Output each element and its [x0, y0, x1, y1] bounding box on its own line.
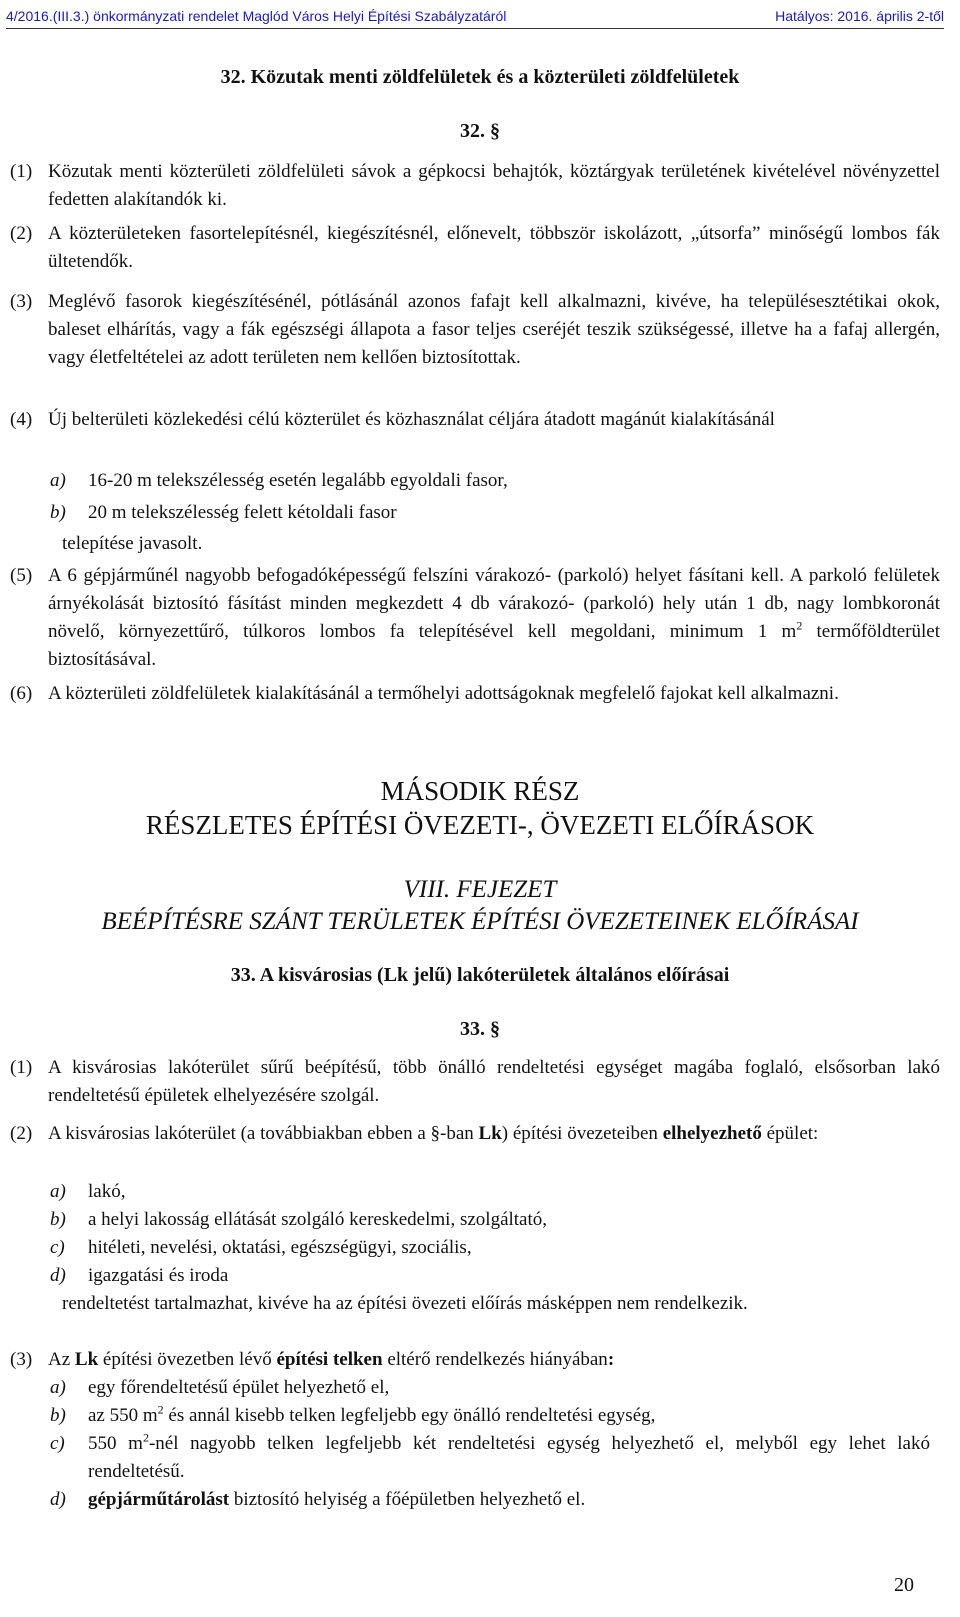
section-33-title: 33. A kisvárosias (Lk jelű) lakóterületek általános előírásai: [230, 964, 730, 986]
paragraph-32-2: [10, 220, 940, 276]
list-continuation: rendeltetést tartalmazhat, kivéve ha az építési övezeti előírás másképpen nem rendelkezik.: [62, 1293, 748, 1314]
list-item-b: b) az 550 $m^2$ és annál kisebb telken legfeljebb egy önálló rendeltetési egység,: [50, 1402, 656, 1426]
paragraph-number: (3): [10, 291, 33, 312]
paragraph-number: (2): [10, 1123, 33, 1144]
list-item-a: a) egy főrendeltetésű épület helyezhető el,: [50, 1377, 390, 1398]
paragraph-33-sign: 33. §: [460, 1018, 500, 1040]
list-item-c: c) 550 $m^2$-nél nagyobb telken legfeljebb két rendeltetési egység helyezhető el, melyből egy lehet lakó rendeltetésű.: [50, 1430, 930, 1482]
list-letter: b): [50, 502, 66, 523]
paragraph-text: A közterületeken fasortelepítésnél, kiegészítésnél, előnevelt, többször iskolázott, „útsorfa” minőségű lombos fák ültetendők.: [48, 223, 940, 272]
paragraph-33-1: [10, 1054, 940, 1110]
paragraph-number: (1): [10, 161, 33, 182]
paragraph-32-sign: 32. §: [460, 120, 500, 142]
paragraph-number: (6): [10, 683, 33, 704]
paragraph-32-3: [10, 288, 940, 372]
list-item-a: [50, 467, 930, 495]
page-number: 20: [894, 1574, 914, 1596]
paragraph-32-1: [10, 158, 940, 214]
paragraph-text: A kisvárosias lakóterület (a továbbiakban ebben a §-ban Lk) építési övezeteiben elhelyezhető épület:: [48, 1123, 819, 1144]
paragraph-text: A kisvárosias lakóterület sűrű beépítésű, több önálló rendeltetési egységet magába foglaló, elsősorban lakó rendeltetésű épületek elhelyezésére szolgál.: [48, 1057, 940, 1106]
list-letter: a): [50, 470, 66, 491]
list-item-b: [50, 499, 930, 527]
paragraph-number: (3): [10, 1349, 33, 1370]
header-effective-date: Hatályos: 2016. április 2-től: [775, 8, 944, 24]
running-header: [6, 6, 944, 29]
list-text: 16-20 m telekszélesség esetén legalább egyoldali fasor,: [88, 470, 508, 491]
paragraph-32-4: [10, 406, 940, 434]
list-item-a: a) lakó,: [50, 1181, 126, 1202]
list-text: 20 m telekszélesség felett kétoldali fasor: [88, 502, 397, 523]
paragraph-text: A 6 gépjárműnél nagyobb befogadóképességű felszíni várakozó- (parkoló) helyet fásítani kell. A parkoló felületek árnyékolását biztosító fásítást minden megkezdett 4 db várakozó- (parkoló) hely után 1 db, nagy lombkoronát növelő, környezettűrő, túlkoros lombos fa telepítésével kell megoldani, minimum 1 $m^2$ termőföldterület biztosításával.: [48, 565, 940, 670]
paragraph-number: (5): [10, 565, 33, 586]
paragraph-number: (1): [10, 1057, 33, 1078]
chapter-title-line1: VIII. FEJEZET: [403, 876, 557, 903]
paragraph-text: Új belterületi közlekedési célú közterület és közhasználat céljára átadott magánút kialakításánál: [48, 409, 775, 430]
list-item-b: b) a helyi lakosság ellátását szolgáló kereskedelmi, szolgáltató,: [50, 1209, 548, 1230]
paragraph-33-3: [10, 1346, 940, 1374]
list-item-c: c) hitéleti, nevelési, oktatási, egészségügyi, szociális,: [50, 1237, 472, 1258]
paragraph-text: A közterületi zöldfelületek kialakításánál a termőhelyi adottságoknak megfelelő fajokat kell alkalmazni.: [48, 683, 839, 704]
paragraph-32-5: [10, 562, 940, 674]
paragraph-text: Közutak menti közterületi zöldfelületi sávok a gépkocsi behajtók, köztárgyak területének kivételével növényzettel fedetten alakítandók ki.: [48, 161, 940, 210]
paragraph-text: Az Lk építési övezetben lévő építési telken eltérő rendelkezés hiányában:: [48, 1349, 615, 1370]
chapter-title-line2: BEÉPÍTÉSRE SZÁNT TERÜLETEK ÉPÍTÉSI ÖVEZETEINEK ELŐÍRÁSAI: [101, 908, 859, 935]
section-32-title: 32. Közutak menti zöldfelületek és a közterületi zöldfelületek: [220, 66, 740, 88]
paragraph-33-2: [10, 1120, 940, 1148]
paragraph-number: (2): [10, 223, 33, 244]
list-item-d: d) gépjárműtárolást biztosító helyiség a főépületben helyezhető el.: [50, 1489, 586, 1510]
list-item-d: d) igazgatási és iroda: [50, 1265, 229, 1286]
paragraph-number: (4): [10, 409, 33, 430]
paragraph-32-6: [10, 680, 940, 708]
header-title: 4/2016.(III.3.) önkormányzati rendelet Maglód Város Helyi Építési Szabályzatáról: [6, 8, 507, 24]
part-title-line1: MÁSODIK RÉSZ: [380, 776, 580, 806]
paragraph-text: Meglévő fasorok kiegészítésénél, pótlásánál azonos fafajt kell alkalmazni, kivéve, ha településesztétikai okok, baleset elhárítás, vagy a fák egészségi állapota a fasor teljes cseréjét teszik szükségessé, illetve ha a fafaj allergén, vagy életfeltételei az adott területen nem kellően biztosítottak.: [48, 291, 940, 368]
list-continuation: telepítése javasolt.: [62, 533, 203, 554]
part-title-line2: RÉSZLETES ÉPÍTÉSI ÖVEZETI-, ÖVEZETI ELŐÍRÁSOK: [145, 810, 815, 840]
